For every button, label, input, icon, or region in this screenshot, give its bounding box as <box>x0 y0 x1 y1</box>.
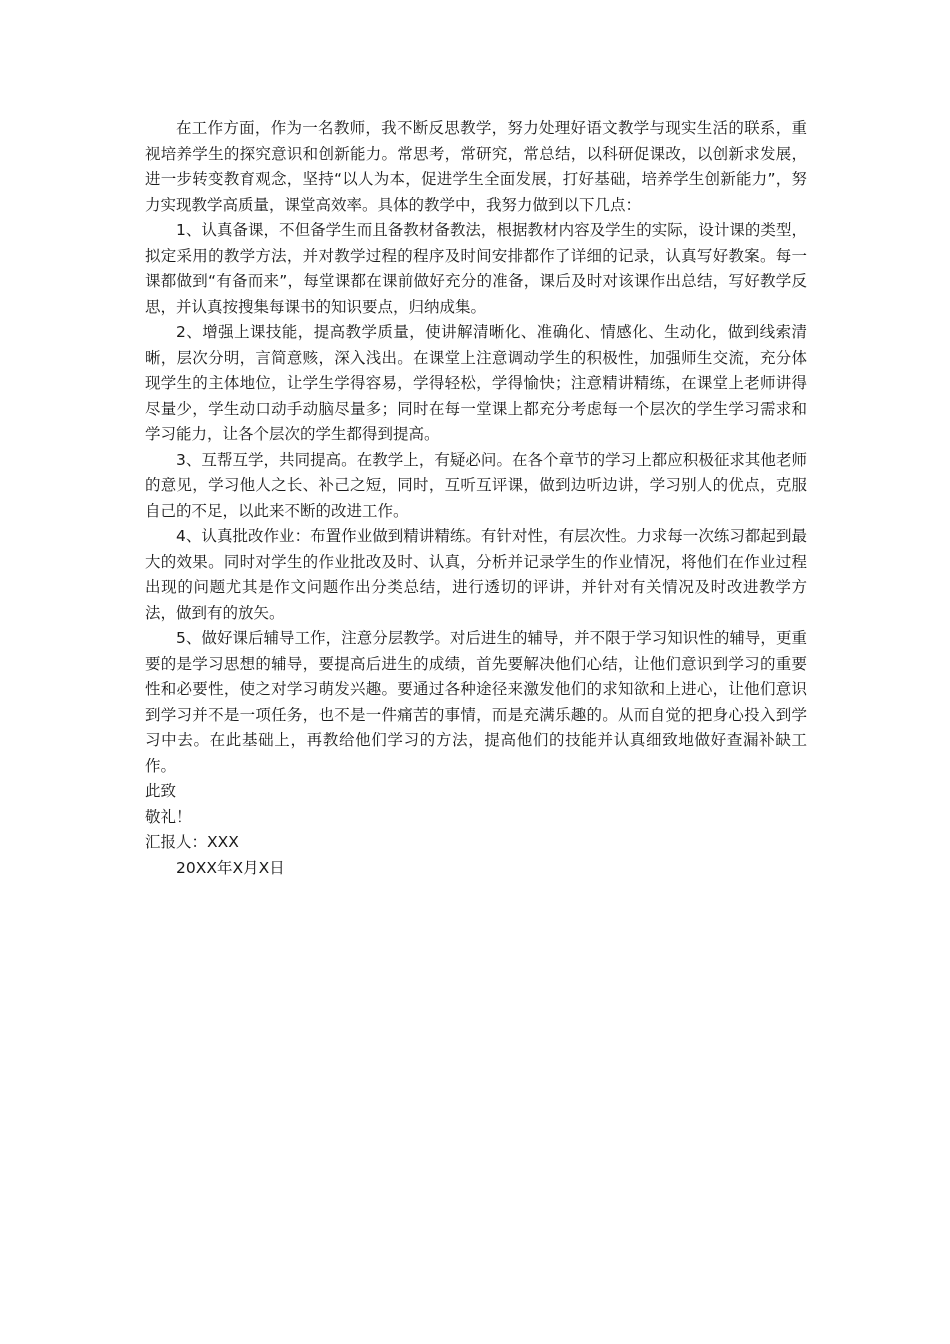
paragraph-point-1: 1、认真备课，不但备学生而且备教材备教法，根据教材内容及学生的实际，设计课的类型，拟定采用的教学方法，并对教学过程的程序及时间安排都作了详细的记录，认真写好教案。每一课都做到“有备而来”，每堂课都在课前做好充分的准备，课后及时对该课作出总结，写好教学反思，并认真按搜集每课书的知识要点，归纳成集。 <box>145 221 807 316</box>
paragraph-point-5: 5、做好课后辅导工作，注意分层教学。对后进生的辅导，并不限于学习知识性的辅导，更重要的是学习思想的辅导，要提高后进生的成绩，首先要解决他们心结，让他们意识到学习的重要性和必要性，使之对学习萌发兴趣。要通过各种途径来激发他们的求知欲和上进心，让他们意识到学习并不是一项任务，也不是一件痛苦的事情，而是充满乐趣的。从而自觉的把身心投入到学习中去。在此基础上，再教给他们学习的方法，提高他们的技能并认真细致地做好查漏补缺工作。 <box>145 629 807 775</box>
paragraph-intro: 在工作方面，作为一名教师，我不断反思教学，努力处理好语文教学与现实生活的联系，重视培养学生的探究意识和创新能力。常思考，常研究，常总结，以科研促课改，以创新求发展，进一步转变教育观念，坚持“以人为本，促进学生全面发展，打好基础，培养学生创新能力”，努力实现教学高质量，课堂高效率。具体的教学中，我努力做到以下几点： <box>145 119 807 214</box>
paragraph-point-4: 4、认真批改作业：布置作业做到精讲精练。有针对性，有层次性。力求每一次练习都起到最大的效果。同时对学生的作业批改及时、认真，分析并记录学生的作业情况，将他们在作业过程出现的问题尤其是作文问题作出分类总结，进行透切的评讲，并针对有关情况及时改进教学方法，做到有的放矢。 <box>145 527 807 622</box>
document-body <box>145 116 807 881</box>
closing-regards: 敬礼！ <box>145 807 192 826</box>
paragraph-point-3: 3、互帮互学，共同提高。在教学上，有疑必问。在各个章节的学习上都应积极征求其他老师的意见，学习他人之长、补己之短，同时，互听互评课，做到边听边讲，学习别人的优点，克服自己的不足，以此来不断的改进工作。 <box>145 450 807 520</box>
closing-salutation: 此致 <box>145 782 177 800</box>
reporter-signature: 汇报人：XXX <box>145 833 239 851</box>
paragraph-point-2: 2、增强上课技能，提高教学质量，使讲解清晰化、准确化、情感化、生动化，做到线索清晰，层次分明，言简意赅，深入浅出。在课堂上注意调动学生的积极性，加强师生交流，充分体现学生的主体地位，让学生学得容易，学得轻松，学得愉快；注意精讲精练，在课堂上老师讲得尽量少，学生动口动手动脑尽量多；同时在每一堂课上都充分考虑每一个层次的学生学习需求和学习能力，让各个层次的学生都得到提高。 <box>145 323 807 443</box>
report-date: 20XX年X月X日 <box>176 858 285 877</box>
